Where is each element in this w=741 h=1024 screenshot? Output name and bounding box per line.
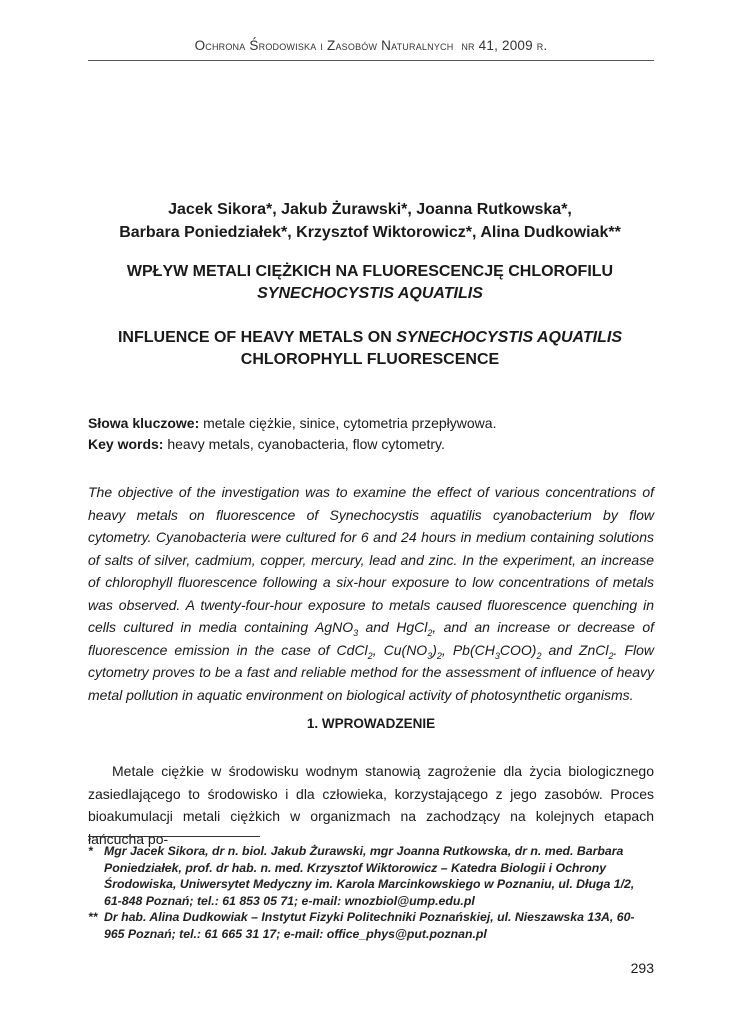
title-polish-line-2: SYNECHOCYSTIS AQUATILIS: [257, 285, 483, 302]
authors: [60, 198, 680, 244]
title-english-species: SYNECHOCYSTIS AQUATILIS: [396, 329, 623, 346]
abstract-text: COO): [499, 641, 537, 658]
footnote-rule: [88, 836, 260, 837]
abstract-subscript: 2: [436, 650, 442, 661]
intro-text: Metale ciężkie w środowisku wodnym stanowią zagrożenie dla życia biologicznego zasiedlającego to środowisko i dla człowieka, korzystającego z jego zasobów. Proces bioakumulacji metali ciężkich w organizmach na zachodzący na kolejnych etapach łańcucha po-: [88, 763, 654, 847]
abstract-text: and HgCl: [358, 619, 428, 635]
keywords-english-text: heavy metals, cyanobacteria, flow cytometry.: [163, 436, 445, 452]
abstract-subscript: 2: [427, 627, 433, 638]
keywords-english: [88, 434, 654, 455]
abstract-subscript: 3: [494, 650, 500, 661]
abstract-text: , and an increase or decrease of fluorescence emission in the case of CdCl: [88, 619, 655, 658]
abstract-text: , Pb(CH: [441, 641, 495, 658]
section-heading: 1. WPROWADZENIE: [306, 716, 436, 731]
keywords-polish-label: Słowa kluczowe:: [88, 415, 200, 431]
footnote-mark: **: [88, 910, 98, 925]
keywords-english-label: Key words:: [88, 436, 164, 452]
title-english: [60, 327, 680, 371]
abstract: [88, 481, 654, 706]
abstract-text: . Flow cytometry proves to be a fast and reliable method for the assessment of influence of heavy metal pollution in aquatic environment on biological activity of photosynthetic organisms.: [88, 641, 655, 703]
abstract-subscript: 3: [353, 627, 359, 638]
abstract-text: , Cu(NO: [372, 641, 428, 658]
abstract-subscript: 3: [427, 650, 433, 661]
title-english-line-1a: INFLUENCE OF HEAVY METALS ON: [117, 329, 397, 346]
title-english-line-1: [60, 327, 680, 349]
footnotes: [88, 843, 654, 943]
abstract-subscript: 2: [608, 650, 614, 661]
keywords: [88, 413, 654, 455]
page-number: 293: [630, 960, 654, 976]
footnote: [88, 909, 654, 942]
abstract-text: and ZnCl: [541, 641, 609, 658]
journal-header: [88, 38, 654, 53]
footnote-text: Dr hab. Alina Dudkowiak – Instytut Fizyki Politechniki Poznańskiej, ul. Nieszawska 13A, 60-965 Poznań; tel.: 61 665 31 17; e-mail: office_phys@put.poznan.pl: [104, 910, 635, 941]
footnote-mark: *: [88, 844, 93, 858]
title-polish: [60, 261, 680, 305]
authors-line-1: Jacek Sikora*, Jakub Żurawski*, Joanna Rutkowska*,: [168, 201, 572, 218]
title-english-line-2: CHLOROPHYLL FLUORESCENCE: [240, 351, 500, 368]
keywords-polish: [88, 413, 654, 434]
footnote-text: Mgr Jacek Sikora, dr n. biol. Jakub Żurawski, mgr Joanna Rutkowska, dr n. med. Barbara Poniedziałek, prof. dr hab. n. med. Krzysztof Wiktorowicz – Katedra Biologii i Ochrony Środowiska, Uniwersytet Medyczny im. Karola Marcinkowskiego w Poznaniu, ul. Długa 1/2, 61-848 Poznań; tel.: 61 853 05 71; e-mail: wnozbiol@ump.edu.pl: [104, 844, 635, 908]
abstract-subscript: 2: [536, 650, 542, 661]
title-polish-line-1: WPŁYW METALI CIĘŻKICH NA FLUORESCENCJĘ CHLOROFILU: [126, 263, 614, 280]
authors-line-2: Barbara Poniedziałek*, Krzysztof Wiktorowicz*, Alina Dudkowiak**: [119, 224, 621, 241]
footnote: [88, 843, 654, 909]
abstract-subscript: 2: [367, 650, 373, 661]
header-rule: [88, 60, 654, 61]
abstract-text: The objective of the investigation was to examine the effect of various concentrations of heavy metals on fluorescence of Synechocystis aquatilis cyanobacterium by flow cytometry. Cyanobacteria were cultured for 6 and 24 hours in medium containing solutions of salts of silver, cadmium, copper, mercury, lead and zinc. In the experiment, an increase of chlorophyll fluorescence following a six-hour exposure to low concentrations of metals was observed. A twenty-four-hour exposure to metals caused fluorescence quenching in cells cultured in media containing AgNO: [88, 484, 654, 635]
journal-issue: nr 41, 2009 r.: [461, 38, 548, 53]
keywords-polish-text: metale ciężkie, sinice, cytometria przepływowa.: [199, 415, 497, 431]
abstract-text: ): [432, 641, 437, 658]
journal-name: Ochrona Środowiska i Zasobów Naturalnych: [194, 38, 454, 53]
